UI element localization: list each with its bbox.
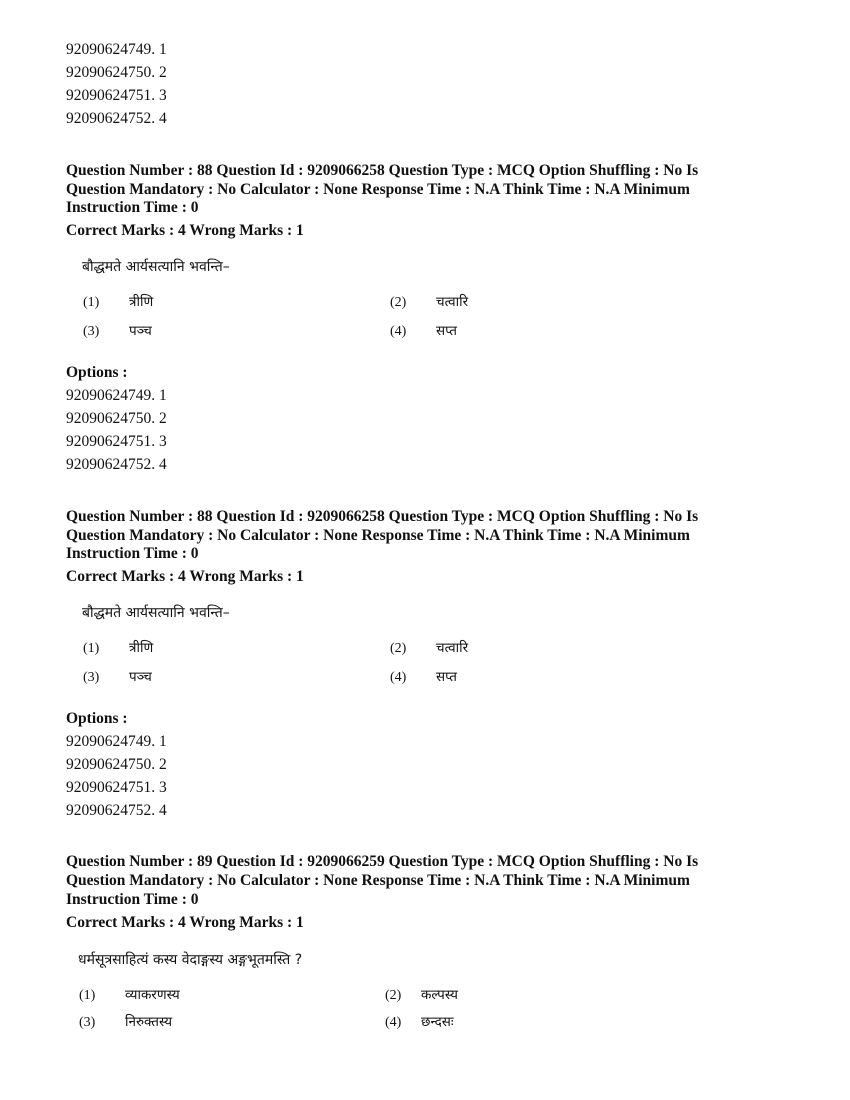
choice-number: (1) <box>83 641 100 656</box>
question-text: धर्मसूत्रसाहित्यं कस्य वेदाङ्गस्य अङ्गभूतमस्ति ? <box>78 952 303 968</box>
question-header: Question Mandatory : No Calculator : None Response Time : N.A Think Time : N.A Minimum <box>66 872 690 889</box>
choice-text: पञ्च <box>129 323 152 339</box>
option-line: 92090624752. 4 <box>66 802 167 819</box>
choice-4 <box>390 321 457 340</box>
option-line: 92090624752. 4 <box>66 456 167 473</box>
option-line: 92090624750. 2 <box>66 64 167 81</box>
choice-text: पञ्च <box>129 669 152 685</box>
question-header: Question Number : 88 Question Id : 9209066258 Question Type : MCQ Option Shuffling : No Is <box>66 508 699 525</box>
choice-number: (1) <box>79 988 96 1003</box>
choice-3 <box>83 321 152 340</box>
choice-4 <box>390 667 457 686</box>
choice-2 <box>390 292 468 311</box>
choice-number: (4) <box>385 1015 402 1030</box>
choice-text: चत्वारि <box>436 294 469 310</box>
choice-text: चत्वारि <box>436 640 469 656</box>
question-text: बौद्धमते आर्यसत्यानि भवन्ति– <box>82 259 230 275</box>
choice-text: सप्त <box>436 323 457 339</box>
choice-text: त्रीणि <box>129 640 154 656</box>
question-header: Instruction Time : 0 <box>66 891 199 908</box>
question-marks: Correct Marks : 4 Wrong Marks : 1 <box>66 222 304 239</box>
choice-number: (4) <box>390 670 407 685</box>
choice-number: (3) <box>83 670 100 685</box>
choice-1 <box>83 638 153 657</box>
question-text: बौद्धमते आर्यसत्यानि भवन्ति– <box>82 605 230 621</box>
choice-number: (1) <box>83 295 100 310</box>
option-line: 92090624751. 3 <box>66 779 167 796</box>
option-line: 92090624751. 3 <box>66 87 167 104</box>
question-marks: Correct Marks : 4 Wrong Marks : 1 <box>66 568 304 585</box>
choice-4 <box>385 1012 454 1031</box>
options-label: Options : <box>66 364 128 381</box>
question-header: Instruction Time : 0 <box>66 199 199 216</box>
option-line: 92090624749. 1 <box>66 41 167 58</box>
question-marks: Correct Marks : 4 Wrong Marks : 1 <box>66 914 304 931</box>
question-header: Question Mandatory : No Calculator : None Response Time : N.A Think Time : N.A Minimum <box>66 181 690 198</box>
question-header: Question Number : 88 Question Id : 9209066258 Question Type : MCQ Option Shuffling : No Is <box>66 162 699 179</box>
choice-text: निरुक्तस्य <box>125 1014 173 1030</box>
choice-text: कल्पस्य <box>421 987 458 1003</box>
option-line: 92090624749. 1 <box>66 387 167 404</box>
option-line: 92090624751. 3 <box>66 433 167 450</box>
choice-number: (2) <box>390 295 407 310</box>
choice-text: सप्त <box>436 669 457 685</box>
choice-1 <box>83 292 153 311</box>
choice-number: (4) <box>390 324 407 339</box>
choice-2 <box>385 985 458 1004</box>
choice-number: (3) <box>79 1015 96 1030</box>
choice-number: (2) <box>385 988 402 1003</box>
option-line: 92090624750. 2 <box>66 756 167 773</box>
question-header: Question Number : 89 Question Id : 9209066259 Question Type : MCQ Option Shuffling : No Is <box>66 853 699 870</box>
choice-3 <box>83 667 152 686</box>
choice-2 <box>390 638 468 657</box>
question-header: Instruction Time : 0 <box>66 545 199 562</box>
choice-number: (3) <box>83 324 100 339</box>
option-line: 92090624749. 1 <box>66 733 167 750</box>
choice-text: त्रीणि <box>129 294 154 310</box>
question-header: Question Mandatory : No Calculator : None Response Time : N.A Think Time : N.A Minimum <box>66 527 690 544</box>
option-line: 92090624750. 2 <box>66 410 167 427</box>
options-label: Options : <box>66 710 128 727</box>
choice-text: छन्दसः <box>421 1014 454 1030</box>
choice-3 <box>79 1012 172 1031</box>
choice-text: व्याकरणस्य <box>125 987 180 1003</box>
choice-1 <box>79 985 180 1004</box>
option-line: 92090624752. 4 <box>66 110 167 127</box>
choice-number: (2) <box>390 641 407 656</box>
